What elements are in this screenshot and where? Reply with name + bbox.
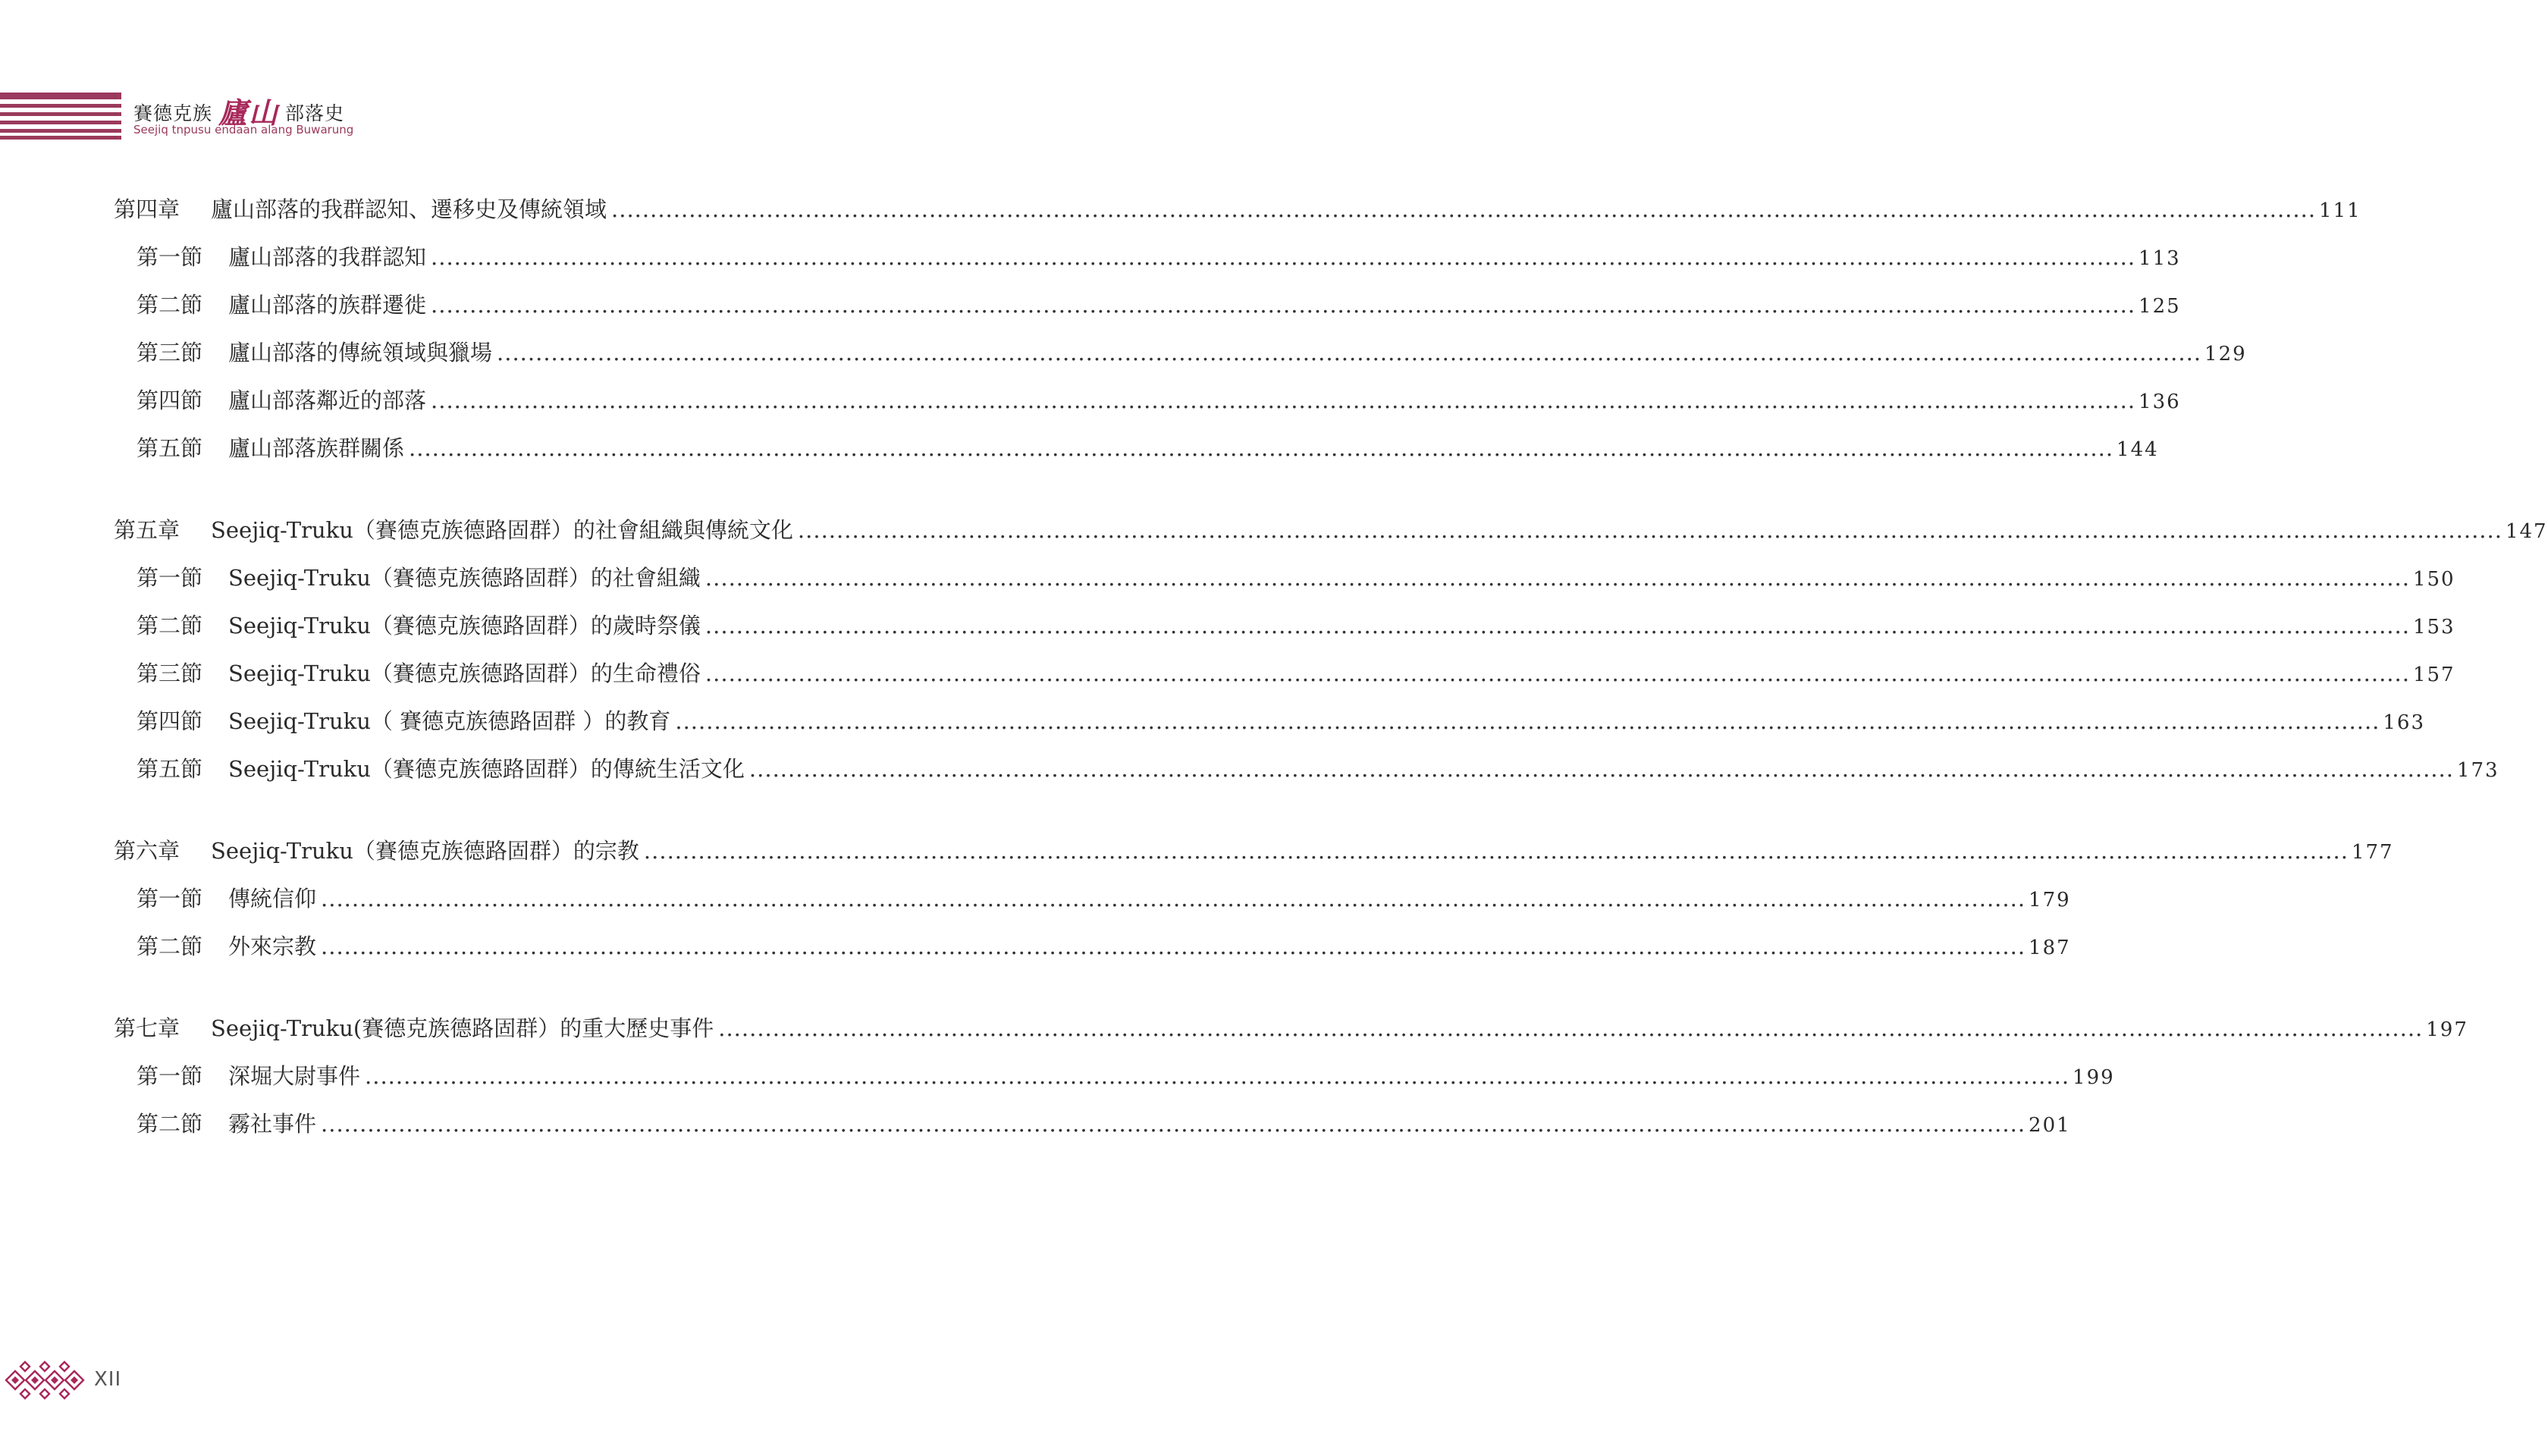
toc-section-row	[136, 384, 2181, 417]
toc-page-number: 129	[2204, 343, 2247, 366]
toc-number: 第三節	[136, 340, 203, 366]
toc-number: 第一節	[136, 565, 203, 591]
toc-section-row	[136, 240, 2181, 274]
toc-title: 廬山部落鄰近的部落	[228, 388, 427, 413]
toc-dot-leader: ............................................................................................................................................................................................................................	[365, 1063, 2070, 1089]
toc-page-number: 177	[2351, 841, 2394, 864]
toc-page-number: 157	[2412, 664, 2455, 686]
toc-dot-leader: ............................................................................................................................................................................................................................	[321, 1111, 2026, 1137]
toc-number: 第一節	[136, 886, 203, 912]
toc-title: 深堀大尉事件	[228, 1063, 361, 1089]
toc-title: Seejiq-Truku（ 賽德克族德路固群 ）的教育	[228, 708, 671, 734]
toc-number: 第二節	[136, 1111, 203, 1137]
toc-section-row	[136, 882, 2071, 915]
book-title-prefix: 賽德克族	[133, 102, 213, 124]
toc-number: 第二節	[136, 613, 203, 639]
toc-section-row	[136, 561, 2455, 595]
toc-chapter-row	[114, 513, 2548, 547]
toc-title: Seejiq-Truku（賽德克族德路固群）的生命禮俗	[228, 661, 701, 686]
toc-page-number: 144	[2117, 438, 2159, 461]
toc-page-number: 179	[2029, 889, 2071, 912]
book-title-suffix: 部落史	[285, 102, 345, 124]
toc-title: Seejiq-Truku（賽德克族德路固群）的社會組織與傳統文化	[211, 517, 793, 543]
toc-dot-leader: ............................................................................................................................................................................................................................	[718, 1015, 2424, 1041]
book-subtitle: Seejiq tnpusu endaan alang Buwarung	[133, 123, 354, 136]
toc-dot-leader: ............................................................................................................................................................................................................................	[748, 756, 2454, 782]
toc-number: 第四章	[114, 196, 180, 222]
toc-page-number: 125	[2138, 295, 2181, 318]
toc-number: 第五節	[136, 756, 203, 782]
header-stripes	[0, 93, 121, 140]
toc-title: Seejiq-Truku（賽德克族德路固群）的歲時祭儀	[228, 613, 701, 639]
toc-section-row	[136, 1059, 2115, 1093]
toc-dot-leader: ............................................................................................................................................................................................................................	[321, 886, 2026, 912]
toc-chapter-row	[114, 193, 2361, 226]
toc-dot-leader: ............................................................................................................................................................................................................................	[704, 613, 2410, 639]
toc-page-number: 150	[2412, 568, 2455, 591]
toc-number: 第七章	[114, 1015, 180, 1041]
toc-dot-leader: ............................................................................................................................................................................................................................	[497, 340, 2202, 366]
toc-section-row	[136, 704, 2426, 738]
toc-number: 第四節	[136, 388, 203, 413]
toc-title: 廬山部落的我群認知	[228, 244, 427, 270]
toc-section-row	[136, 431, 2159, 465]
diamond-ornament-icon	[3, 1359, 88, 1401]
toc-page-number: 147	[2505, 520, 2548, 543]
toc-title: Seejiq-Truku（賽德克族德路固群）的社會組織	[228, 565, 701, 591]
toc-title: 傳統信仰	[228, 886, 317, 912]
toc-page-number: 163	[2383, 711, 2426, 734]
toc-section-row	[136, 609, 2455, 642]
toc-title: Seejiq-Truku（賽德克族德路固群）的宗教	[211, 838, 639, 864]
toc-chapter-row	[114, 1012, 2468, 1045]
toc-dot-leader: ............................................................................................................................................................................................................................	[611, 196, 2317, 222]
toc-page-number: 197	[2426, 1018, 2468, 1041]
toc-section-row	[136, 288, 2181, 322]
page-number: XII	[94, 1368, 122, 1391]
toc-title: 廬山部落的傳統領域與獵場	[228, 340, 493, 366]
toc-page-number: 199	[2073, 1066, 2115, 1089]
toc-number: 第一節	[136, 1063, 203, 1089]
toc-section-row	[136, 657, 2455, 690]
toc-dot-leader: ............................................................................................................................................................................................................................	[431, 292, 2136, 318]
toc-title: 廬山部落的族群遷徙	[228, 292, 427, 318]
toc-dot-leader: ............................................................................................................................................................................................................................	[797, 517, 2502, 543]
toc-title: 廬山部落族群關係	[228, 435, 405, 461]
toc-page-number: 201	[2029, 1114, 2071, 1137]
toc-number: 第五節	[136, 435, 203, 461]
toc-page-number: 153	[2412, 616, 2455, 639]
toc-title: 廬山部落的我群認知、遷移史及傳統領域	[211, 196, 607, 222]
toc-section-row	[136, 752, 2499, 786]
toc-number: 第五章	[114, 517, 180, 543]
toc-dot-leader: ............................................................................................................................................................................................................................	[431, 388, 2136, 413]
toc-dot-leader: ............................................................................................................................................................................................................................	[321, 934, 2026, 959]
toc-page-number: 111	[2319, 199, 2361, 222]
toc-number: 第六章	[114, 838, 180, 864]
toc-section-row	[136, 1107, 2071, 1141]
toc-dot-leader: ............................................................................................................................................................................................................................	[675, 708, 2380, 734]
toc-dot-leader: ............................................................................................................................................................................................................................	[643, 838, 2349, 864]
toc-dot-leader: ............................................................................................................................................................................................................................	[409, 435, 2114, 461]
toc-number: 第二節	[136, 292, 203, 318]
toc-number: 第四節	[136, 708, 203, 734]
toc-page-number: 136	[2138, 391, 2181, 413]
toc-number: 第二節	[136, 934, 203, 959]
toc-section-row	[136, 336, 2247, 369]
toc-title: 外來宗教	[228, 934, 317, 959]
toc-page-number: 187	[2029, 937, 2071, 959]
toc-dot-leader: ............................................................................................................................................................................................................................	[704, 565, 2410, 591]
toc-section-row	[136, 930, 2071, 963]
toc-number: 第一節	[136, 244, 203, 270]
toc-title: Seejiq-Truku（賽德克族德路固群）的傳統生活文化	[228, 756, 745, 782]
toc-dot-leader: ............................................................................................................................................................................................................................	[431, 244, 2136, 270]
toc-number: 第三節	[136, 661, 203, 686]
toc-dot-leader: ............................................................................................................................................................................................................................	[704, 661, 2410, 686]
toc-page-number: 113	[2138, 247, 2181, 270]
toc-title: 霧社事件	[228, 1111, 317, 1137]
toc-title: Seejiq-Truku(賽德克族德路固群）的重大歷史事件	[211, 1015, 714, 1041]
toc-page-number: 173	[2456, 759, 2499, 782]
book-title-accent: 廬山	[218, 96, 280, 130]
toc-chapter-row	[114, 834, 2394, 868]
